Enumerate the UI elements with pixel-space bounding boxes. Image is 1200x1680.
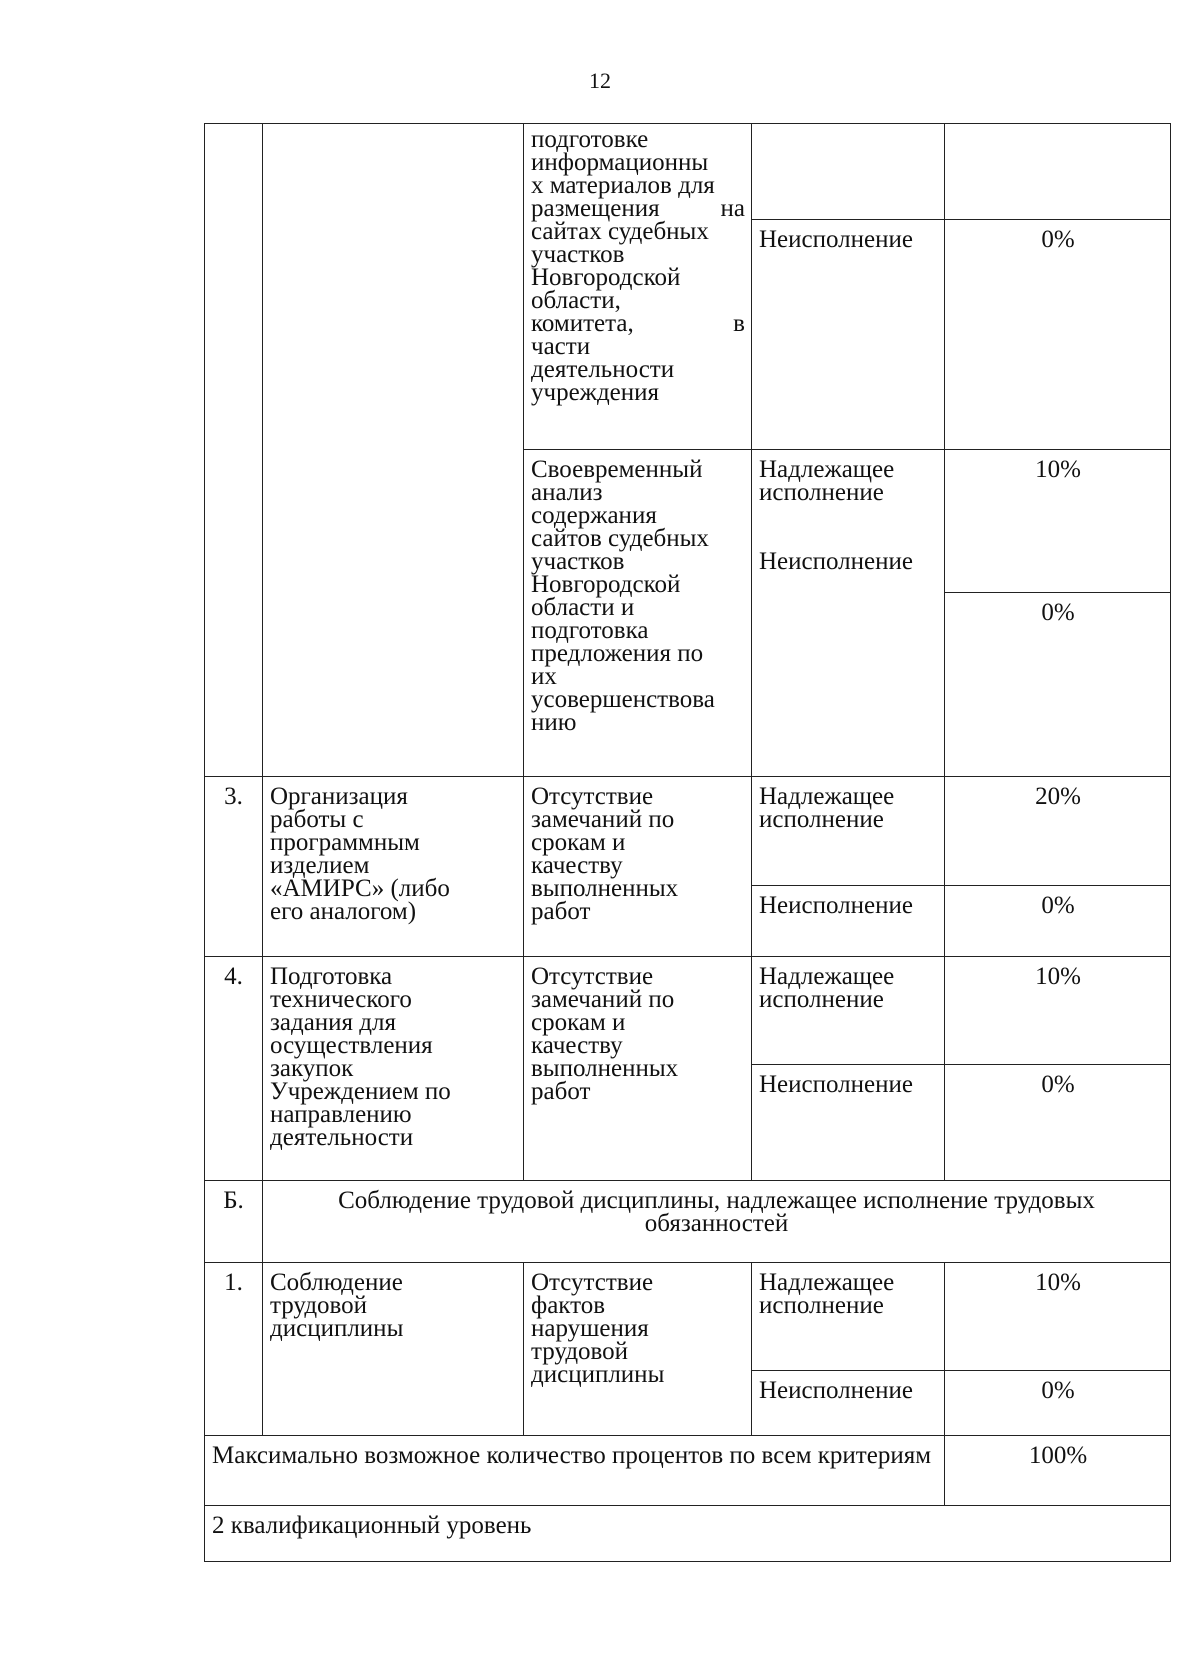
percent-ok: 20% [945,777,1171,886]
percent-cell-empty [945,124,1171,220]
criteria-table [204,123,1171,1562]
criterion-line: дисциплины [531,1361,665,1388]
percent-fail: 0% [945,886,1171,957]
criterion-line: содержания [531,502,657,529]
row-number: 1. [205,1263,263,1436]
indicator-line: изделием [270,852,370,879]
status-fail: Неисполнение [752,220,945,450]
indicator-name-cell [263,1263,524,1436]
criterion-line: Своевременный [531,456,703,483]
criterion-cell [524,1263,752,1436]
percent-fail: 0% [945,593,1171,777]
indicator-line: Подготовка [270,963,393,990]
qualification-level: 2 квалификационный уровень [205,1506,1171,1562]
indicator-line: деятельности [270,1124,414,1151]
criterion-cell [524,957,752,1181]
criterion-cell [524,450,752,777]
criterion-line: Отсутствие [531,1269,654,1296]
criterion-line: работ [531,1078,591,1105]
criterion-line: х материалов для [531,172,715,199]
criterion-line: трудовой [531,1338,629,1365]
percent-fail: 0% [945,1065,1171,1181]
criterion-line: выполненных [531,875,679,902]
criterion-line: участков [531,241,625,268]
criterion-line: замечаний по [531,986,675,1013]
status-ok: Надлежащее исполнение [752,1263,945,1371]
criterion-line: Отсутствие [531,963,654,990]
criterion-line: срокам и [531,1009,626,1036]
total-label: Максимально возможное количество процентов по всем критериям [205,1436,945,1506]
table-cell-name-continued [263,124,524,777]
indicator-line: закупок [270,1055,354,1082]
criterion-line: участков [531,548,625,575]
criterion-line: подготовка [531,617,649,644]
indicator-line: трудовой [270,1292,368,1319]
percent-ok: 10% [945,1263,1171,1371]
criterion-line: предложения по [531,640,704,667]
criterion-line: усовершенствова [531,686,715,713]
indicator-line: дисциплины [270,1315,404,1342]
percent-fail: 0% [945,1371,1171,1436]
indicator-line: технического [270,986,412,1013]
percent-ok: 10% [945,450,1171,593]
indicator-line: осуществления [270,1032,433,1059]
percent-fail: 0% [945,220,1171,450]
indicator-line: Организация [270,783,408,810]
criterion-line: фактов [531,1292,606,1319]
criterion-line: сайтов судебных [531,525,709,552]
criterion-line: части [531,333,591,360]
status-fail: Неисполнение [752,886,945,957]
table-cell-num-continued [205,124,263,777]
row-number: 4. [205,957,263,1181]
criterion-line: Новгородской [531,264,681,291]
indicator-line: задания для [270,1009,396,1036]
criterion-line: Новгородской [531,571,681,598]
indicator-line: Учреждением по [270,1078,451,1105]
criterion-cell [524,124,752,450]
criterion-line: выполненных [531,1055,679,1082]
criterion-line: Отсутствие [531,783,654,810]
criterion-line: размещения на [531,195,745,222]
criterion-line: нарушения [531,1315,649,1342]
indicator-line: направлению [270,1101,412,1128]
criterion-line: замечаний по [531,806,675,833]
status-fail: Неисполнение [752,1371,945,1436]
criterion-line: деятельности [531,356,675,383]
status-ok: Надлежащее исполнение [759,456,895,506]
criterion-line: информационны [531,149,709,176]
section-letter: Б. [205,1181,263,1263]
row-number: 3. [205,777,263,957]
criterion-line: срокам и [531,829,626,856]
criterion-cell [524,777,752,957]
total-value: 100% [945,1436,1171,1506]
indicator-line: его аналогом) [270,898,417,925]
section-title: Соблюдение трудовой дисциплины, надлежащее исполнение трудовых обязанностей [263,1181,1171,1263]
criterion-line: качеству [531,852,623,879]
percent-ok: 10% [945,957,1171,1065]
criterion-line: работ [531,898,591,925]
status-cell [752,450,945,777]
criterion-line: нию [531,709,577,736]
indicator-line: Соблюдение [270,1269,403,1296]
criterion-line: качеству [531,1032,623,1059]
indicator-line: работы с [270,806,364,833]
criterion-line: комитета, в [531,310,745,337]
status-ok: Надлежащее исполнение [752,957,945,1065]
status-fail: Неисполнение [752,1065,945,1181]
indicator-line: «АМИРС» (либо [270,875,450,902]
criterion-line: учреждения [531,379,660,406]
status-ok: Надлежащее исполнение [752,777,945,886]
criterion-line: области, [531,287,621,314]
criterion-line: анализ [531,479,603,506]
indicator-name-cell [263,957,524,1181]
criterion-line: сайтах судебных [531,218,709,245]
criterion-line: их [531,663,557,690]
page-number: 12 [589,68,611,93]
criterion-line: подготовке [531,126,649,153]
status-cell-empty [752,124,945,220]
criterion-line: области и [531,594,635,621]
indicator-name-cell [263,777,524,957]
status-fail: Неисполнение [759,548,913,575]
indicator-line: программным [270,829,420,856]
